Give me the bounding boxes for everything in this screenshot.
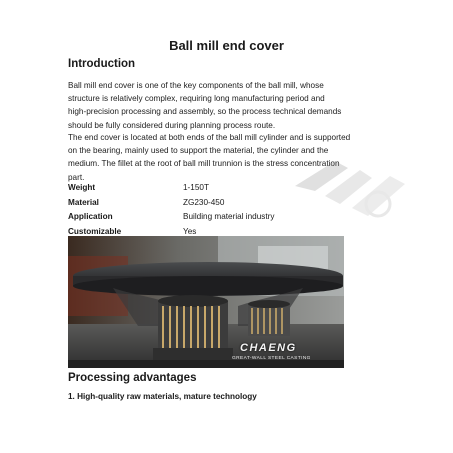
intro-paragraph-1 xyxy=(68,79,390,132)
spec-label: Customizable xyxy=(68,226,122,236)
spec-table xyxy=(68,183,388,241)
spec-value: 1-150T xyxy=(183,183,209,192)
text-line: medium. The fillet at the root of ball mill trunnion is the stress concentration xyxy=(68,159,340,169)
spec-value: ZG230-450 xyxy=(183,197,225,207)
text-line: should be fully considered during planning process route. xyxy=(68,120,276,130)
page-title: Ball mill end cover xyxy=(169,38,284,53)
spec-value: Building material industry xyxy=(183,212,275,221)
text-line: on the bearing, mainly used to support the material, the cylinder and the xyxy=(68,146,329,156)
spec-label: Material xyxy=(68,197,99,207)
spec-value: Yes xyxy=(183,226,197,236)
spec-label: Application xyxy=(68,212,113,221)
introduction-heading: Introduction xyxy=(68,58,136,70)
processing-advantages-heading: Processing advantages xyxy=(68,372,197,384)
text-line: structure is relatively complex, requiring long manufacturing period and xyxy=(68,94,325,104)
text-line: Ball mill end cover is one of the key components of the ball mill, whose xyxy=(68,81,324,90)
text-line: part. xyxy=(68,172,85,182)
brand-logo-text: CHAENG xyxy=(240,342,297,354)
spec-label: Weight xyxy=(68,183,96,192)
product-photo xyxy=(68,236,344,368)
spec-row-material xyxy=(68,198,388,213)
spec-row-weight xyxy=(68,183,388,198)
brand-subtitle: GREAT-WALL STEEL CASTING xyxy=(232,356,311,361)
advantage-item-1: 1. High-quality raw materials, mature technology xyxy=(68,392,257,401)
text-line: The end cover is located at both ends of the ball mill cylinder and is supported xyxy=(68,133,351,142)
text-line: high-precision processing and assembly, so the process technical demands xyxy=(68,107,342,117)
spec-row-application xyxy=(68,212,388,227)
